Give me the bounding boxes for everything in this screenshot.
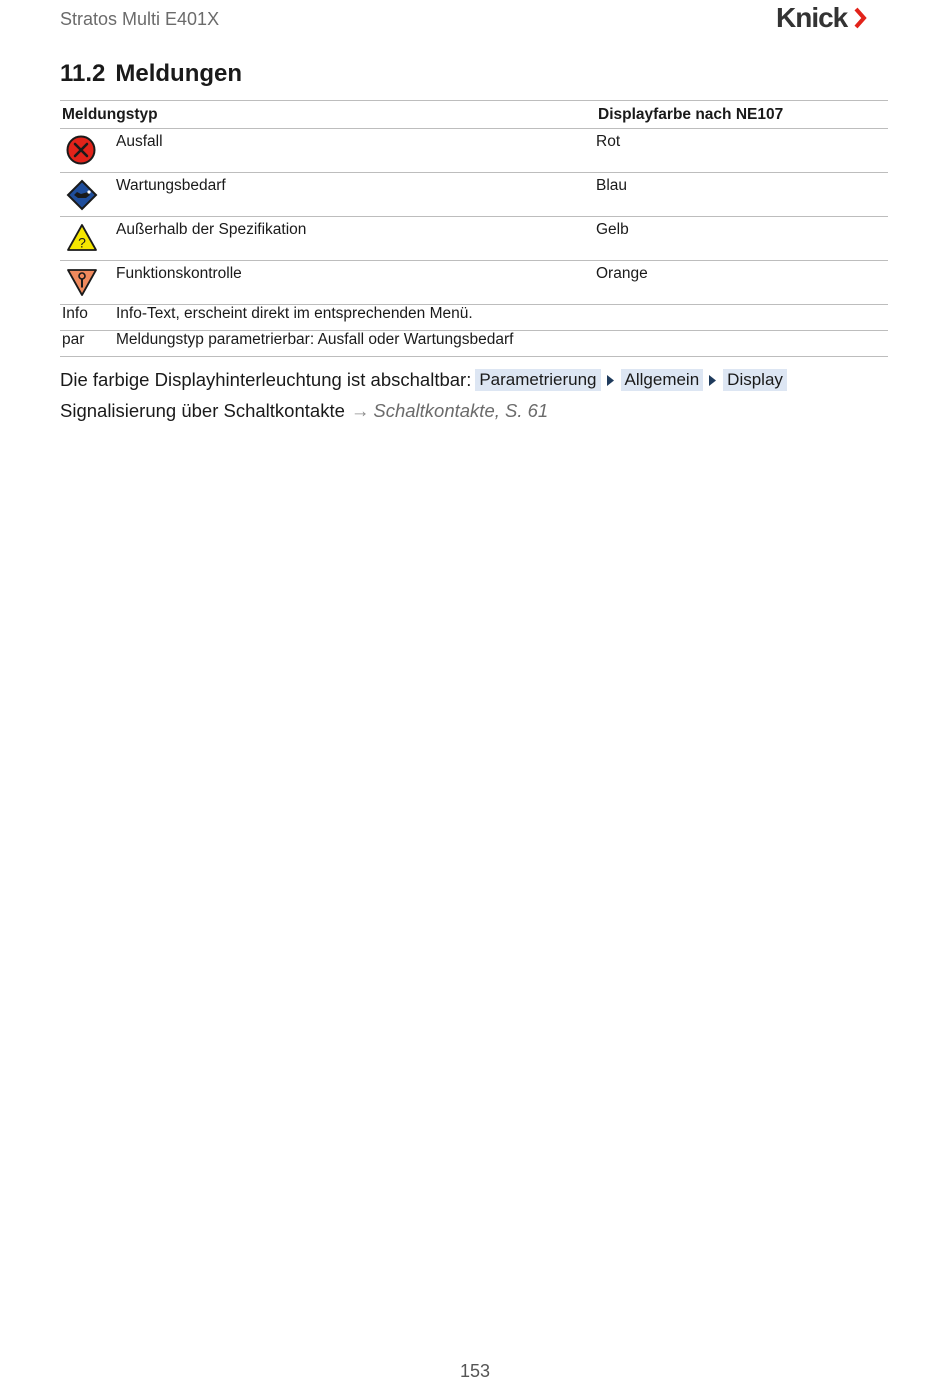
function-check-icon (66, 267, 98, 297)
row-color: Blau (596, 173, 888, 217)
row-color: Rot (596, 129, 888, 173)
arrow-right-icon: → (350, 400, 370, 421)
switch-contacts-note (60, 400, 548, 422)
table-note-row (60, 331, 888, 357)
note-text: Info-Text, erscheint direkt im entsprechenden Menü. (116, 305, 888, 331)
backlight-text: Die farbige Displayhinterleuchtung ist abschaltbar: (60, 369, 472, 390)
row-color: Gelb (596, 217, 888, 261)
menu-path-display: Display (723, 369, 787, 391)
knick-logo (776, 2, 867, 34)
table-header-row (60, 101, 888, 129)
row-label: Wartungsbedarf (116, 173, 596, 217)
table-row (60, 173, 888, 217)
note-label: Info (60, 305, 116, 331)
menu-path-allgemein: Allgemein (621, 369, 704, 391)
table-note-row (60, 305, 888, 331)
section-number: 11.2 (60, 60, 106, 87)
table-row (60, 217, 888, 261)
note-label: par (60, 331, 116, 357)
table-row (60, 261, 888, 305)
table-row (60, 129, 888, 173)
menu-path-parametrierung: Parametrierung (475, 369, 600, 391)
section-heading (60, 60, 242, 88)
svg-text:?: ? (78, 234, 86, 251)
cross-reference-link[interactable]: Schaltkontakte, S. 61 (373, 400, 549, 421)
column-header-color: Displayfarbe nach NE107 (596, 101, 888, 129)
section-title: Meldungen (115, 60, 243, 87)
out-of-spec-icon (66, 223, 98, 253)
backlight-note (60, 369, 787, 391)
triangle-right-icon (607, 375, 614, 386)
switch-contacts-text: Signalisierung über Schaltkontakte (60, 400, 345, 421)
page-number: 153 (459, 1361, 491, 1381)
logo-text: Knick (776, 2, 848, 33)
row-label: Funktionskontrolle (116, 261, 596, 305)
message-table (60, 100, 888, 357)
triangle-right-icon (709, 375, 716, 386)
column-header-type: Meldungstyp (60, 101, 596, 129)
note-text: Meldungstyp parametrierbar: Ausfall oder Wartungsbedarf (116, 331, 888, 357)
maintenance-icon (66, 179, 98, 211)
row-color: Orange (596, 261, 888, 305)
row-label: Außerhalb der Spezifikation (116, 217, 596, 261)
failure-icon (66, 135, 96, 165)
chevron-right-icon (853, 7, 867, 29)
document-header-title: Stratos Multi E401X (60, 9, 220, 29)
row-label: Ausfall (116, 129, 596, 173)
